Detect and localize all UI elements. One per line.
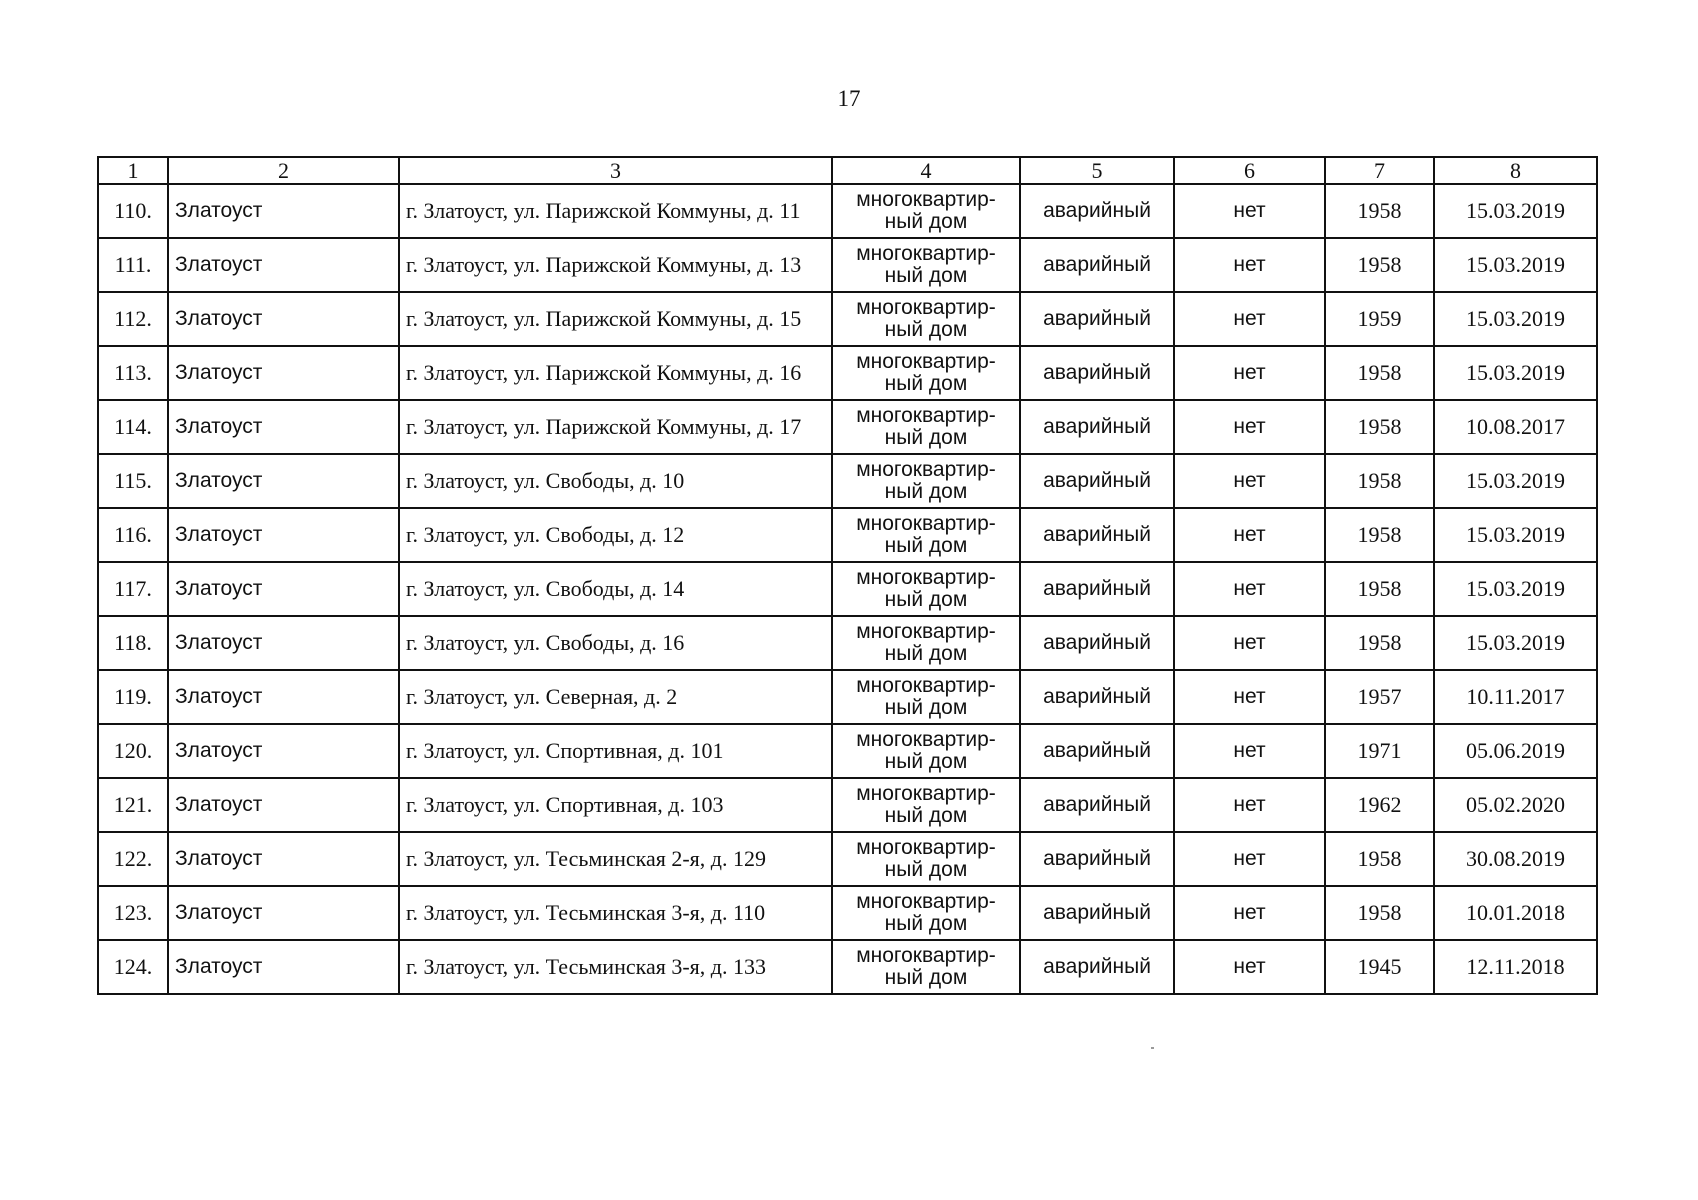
condition-status: аварийный [1020,508,1174,562]
building-type: многоквартир-ный дом [832,454,1020,508]
municipality: Златоуст [168,346,399,400]
header-row [98,157,1597,184]
building-type: многоквартир-ный дом [832,886,1020,940]
table-row [98,778,1597,832]
year-built: 1959 [1325,292,1434,346]
municipality: Златоуст [168,940,399,994]
row-number: 123. [98,886,168,940]
table-row [98,940,1597,994]
municipality: Златоуст [168,670,399,724]
decision-date: 10.08.2017 [1434,400,1597,454]
table-row [98,508,1597,562]
decision-date: 15.03.2019 [1434,238,1597,292]
address: г. Златоуст, ул. Спортивная, д. 103 [399,778,832,832]
building-type: многоквартир-ный дом [832,724,1020,778]
condition-status: аварийный [1020,184,1174,238]
row-number: 118. [98,616,168,670]
address: г. Златоуст, ул. Свободы, д. 16 [399,616,832,670]
flag-value: нет [1174,400,1325,454]
flag-value: нет [1174,508,1325,562]
flag-value: нет [1174,778,1325,832]
municipality: Златоуст [168,292,399,346]
row-number: 122. [98,832,168,886]
table-row [98,238,1597,292]
condition-status: аварийный [1020,940,1174,994]
decision-date: 15.03.2019 [1434,454,1597,508]
condition-status: аварийный [1020,778,1174,832]
row-number: 124. [98,940,168,994]
municipality: Златоуст [168,184,399,238]
municipality: Златоуст [168,778,399,832]
municipality: Златоуст [168,724,399,778]
condition-status: аварийный [1020,562,1174,616]
header-col-5: 5 [1020,157,1174,184]
year-built: 1971 [1325,724,1434,778]
address: г. Златоуст, ул. Спортивная, д. 101 [399,724,832,778]
table-row [98,886,1597,940]
condition-status: аварийный [1020,832,1174,886]
row-number: 120. [98,724,168,778]
flag-value: нет [1174,670,1325,724]
address: г. Златоуст, ул. Свободы, д. 10 [399,454,832,508]
flag-value: нет [1174,724,1325,778]
condition-status: аварийный [1020,400,1174,454]
flag-value: нет [1174,238,1325,292]
condition-status: аварийный [1020,886,1174,940]
year-built: 1957 [1325,670,1434,724]
address: г. Златоуст, ул. Свободы, д. 12 [399,508,832,562]
municipality: Златоуст [168,886,399,940]
address: г. Златоуст, ул. Парижской Коммуны, д. 15 [399,292,832,346]
page-number: 17 [837,86,861,111]
decision-date: 15.03.2019 [1434,508,1597,562]
row-number: 111. [98,238,168,292]
table-row [98,724,1597,778]
building-type: многоквартир-ный дом [832,292,1020,346]
condition-status: аварийный [1020,724,1174,778]
decision-date: 10.01.2018 [1434,886,1597,940]
row-number: 116. [98,508,168,562]
building-type: многоквартир-ный дом [832,346,1020,400]
building-type: многоквартир-ный дом [832,238,1020,292]
decision-date: 15.03.2019 [1434,292,1597,346]
condition-status: аварийный [1020,238,1174,292]
decision-date: 12.11.2018 [1434,940,1597,994]
year-built: 1962 [1325,778,1434,832]
decision-date: 05.02.2020 [1434,778,1597,832]
row-number: 117. [98,562,168,616]
header-col-3: 3 [399,157,832,184]
year-built: 1958 [1325,238,1434,292]
header-col-1: 1 [98,157,168,184]
header-col-8: 8 [1434,157,1597,184]
municipality: Златоуст [168,454,399,508]
table-header [98,157,1597,184]
row-number: 110. [98,184,168,238]
building-type: многоквартир-ный дом [832,184,1020,238]
address: г. Златоуст, ул. Парижской Коммуны, д. 11 [399,184,832,238]
row-number: 115. [98,454,168,508]
year-built: 1958 [1325,346,1434,400]
building-type: многоквартир-ный дом [832,778,1020,832]
decision-date: 05.06.2019 [1434,724,1597,778]
header-col-4: 4 [832,157,1020,184]
year-built: 1958 [1325,562,1434,616]
decision-date: 15.03.2019 [1434,616,1597,670]
year-built: 1958 [1325,886,1434,940]
building-type: многоквартир-ный дом [832,400,1020,454]
housing-registry-table [97,156,1598,995]
year-built: 1958 [1325,616,1434,670]
building-type: многоквартир-ный дом [832,616,1020,670]
municipality: Златоуст [168,238,399,292]
row-number: 119. [98,670,168,724]
header-col-7: 7 [1325,157,1434,184]
row-number: 114. [98,400,168,454]
table-row [98,400,1597,454]
table-row [98,670,1597,724]
table-row [98,616,1597,670]
address: г. Златоуст, ул. Парижской Коммуны, д. 13 [399,238,832,292]
address: г. Златоуст, ул. Тесьминская 3-я, д. 110 [399,886,832,940]
flag-value: нет [1174,886,1325,940]
address: г. Златоуст, ул. Тесьминская 2-я, д. 129 [399,832,832,886]
row-number: 121. [98,778,168,832]
flag-value: нет [1174,832,1325,886]
flag-value: нет [1174,562,1325,616]
building-type: многоквартир-ный дом [832,832,1020,886]
municipality: Златоуст [168,832,399,886]
decision-date: 15.03.2019 [1434,184,1597,238]
address: г. Златоуст, ул. Тесьминская 3-я, д. 133 [399,940,832,994]
flag-value: нет [1174,940,1325,994]
decision-date: 10.11.2017 [1434,670,1597,724]
flag-value: нет [1174,454,1325,508]
flag-value: нет [1174,184,1325,238]
table-row [98,454,1597,508]
address: г. Златоуст, ул. Парижской Коммуны, д. 17 [399,400,832,454]
municipality: Златоуст [168,616,399,670]
table-body [98,184,1597,994]
year-built: 1958 [1325,184,1434,238]
address: г. Златоуст, ул. Парижской Коммуны, д. 16 [399,346,832,400]
row-number: 113. [98,346,168,400]
address: г. Златоуст, ул. Северная, д. 2 [399,670,832,724]
scan-speck [1151,1047,1154,1049]
building-type: многоквартир-ный дом [832,670,1020,724]
flag-value: нет [1174,292,1325,346]
flag-value: нет [1174,346,1325,400]
table-row [98,346,1597,400]
year-built: 1945 [1325,940,1434,994]
building-type: многоквартир-ный дом [832,562,1020,616]
table-row [98,292,1597,346]
table-row [98,184,1597,238]
municipality: Златоуст [168,508,399,562]
row-number: 112. [98,292,168,346]
condition-status: аварийный [1020,346,1174,400]
building-type: многоквартир-ный дом [832,508,1020,562]
municipality: Златоуст [168,562,399,616]
year-built: 1958 [1325,508,1434,562]
flag-value: нет [1174,616,1325,670]
address: г. Златоуст, ул. Свободы, д. 14 [399,562,832,616]
municipality: Златоуст [168,400,399,454]
table-row [98,832,1597,886]
condition-status: аварийный [1020,616,1174,670]
header-col-6: 6 [1174,157,1325,184]
decision-date: 15.03.2019 [1434,562,1597,616]
condition-status: аварийный [1020,292,1174,346]
decision-date: 30.08.2019 [1434,832,1597,886]
table-row [98,562,1597,616]
decision-date: 15.03.2019 [1434,346,1597,400]
header-col-2: 2 [168,157,399,184]
year-built: 1958 [1325,454,1434,508]
condition-status: аварийный [1020,670,1174,724]
building-type: многоквартир-ный дом [832,940,1020,994]
condition-status: аварийный [1020,454,1174,508]
year-built: 1958 [1325,400,1434,454]
year-built: 1958 [1325,832,1434,886]
